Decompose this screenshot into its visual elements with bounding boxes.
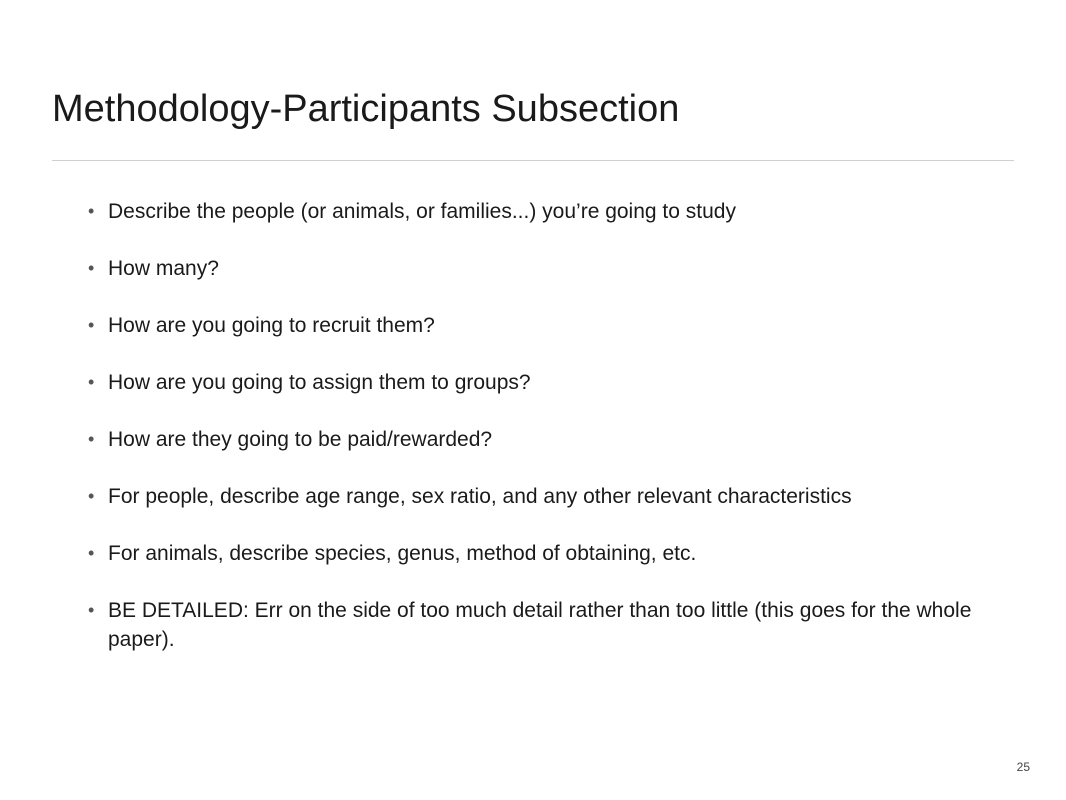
list-item xyxy=(88,197,1008,226)
slide-title: Methodology-Participants Subsection xyxy=(52,88,680,130)
bullet-text: For people, describe age range, sex ratio, and any other relevant characteristics xyxy=(108,485,852,508)
list-item xyxy=(88,539,1008,568)
bullet-text: How are you going to assign them to groups? xyxy=(108,371,531,394)
bullet-icon: • xyxy=(88,429,95,449)
bullet-icon: • xyxy=(88,372,95,392)
bullet-icon: • xyxy=(88,201,95,221)
bullet-text: How many? xyxy=(108,257,219,280)
list-item xyxy=(88,254,1008,283)
bullet-icon: • xyxy=(88,315,95,335)
title-divider xyxy=(52,160,1014,161)
list-item xyxy=(88,425,1008,454)
list-item xyxy=(88,311,1008,340)
bullet-text: BE DETAILED: Err on the side of too much detail rather than too little (this goes for the whole paper). xyxy=(108,599,972,651)
list-item xyxy=(88,596,1008,654)
list-item xyxy=(88,368,1008,397)
bullet-text: Describe the people (or animals, or families...) you’re going to study xyxy=(108,200,736,223)
page-number: 25 xyxy=(1016,760,1030,774)
list-item xyxy=(88,482,1008,511)
bullet-text: For animals, describe species, genus, method of obtaining, etc. xyxy=(108,542,697,565)
bullet-icon: • xyxy=(88,600,95,620)
bullet-text: How are you going to recruit them? xyxy=(108,314,435,337)
bullet-text: How are they going to be paid/rewarded? xyxy=(108,428,493,451)
bullet-list xyxy=(88,197,1008,682)
bullet-icon: • xyxy=(88,543,95,563)
bullet-icon: • xyxy=(88,258,95,278)
bullet-icon: • xyxy=(88,486,95,506)
